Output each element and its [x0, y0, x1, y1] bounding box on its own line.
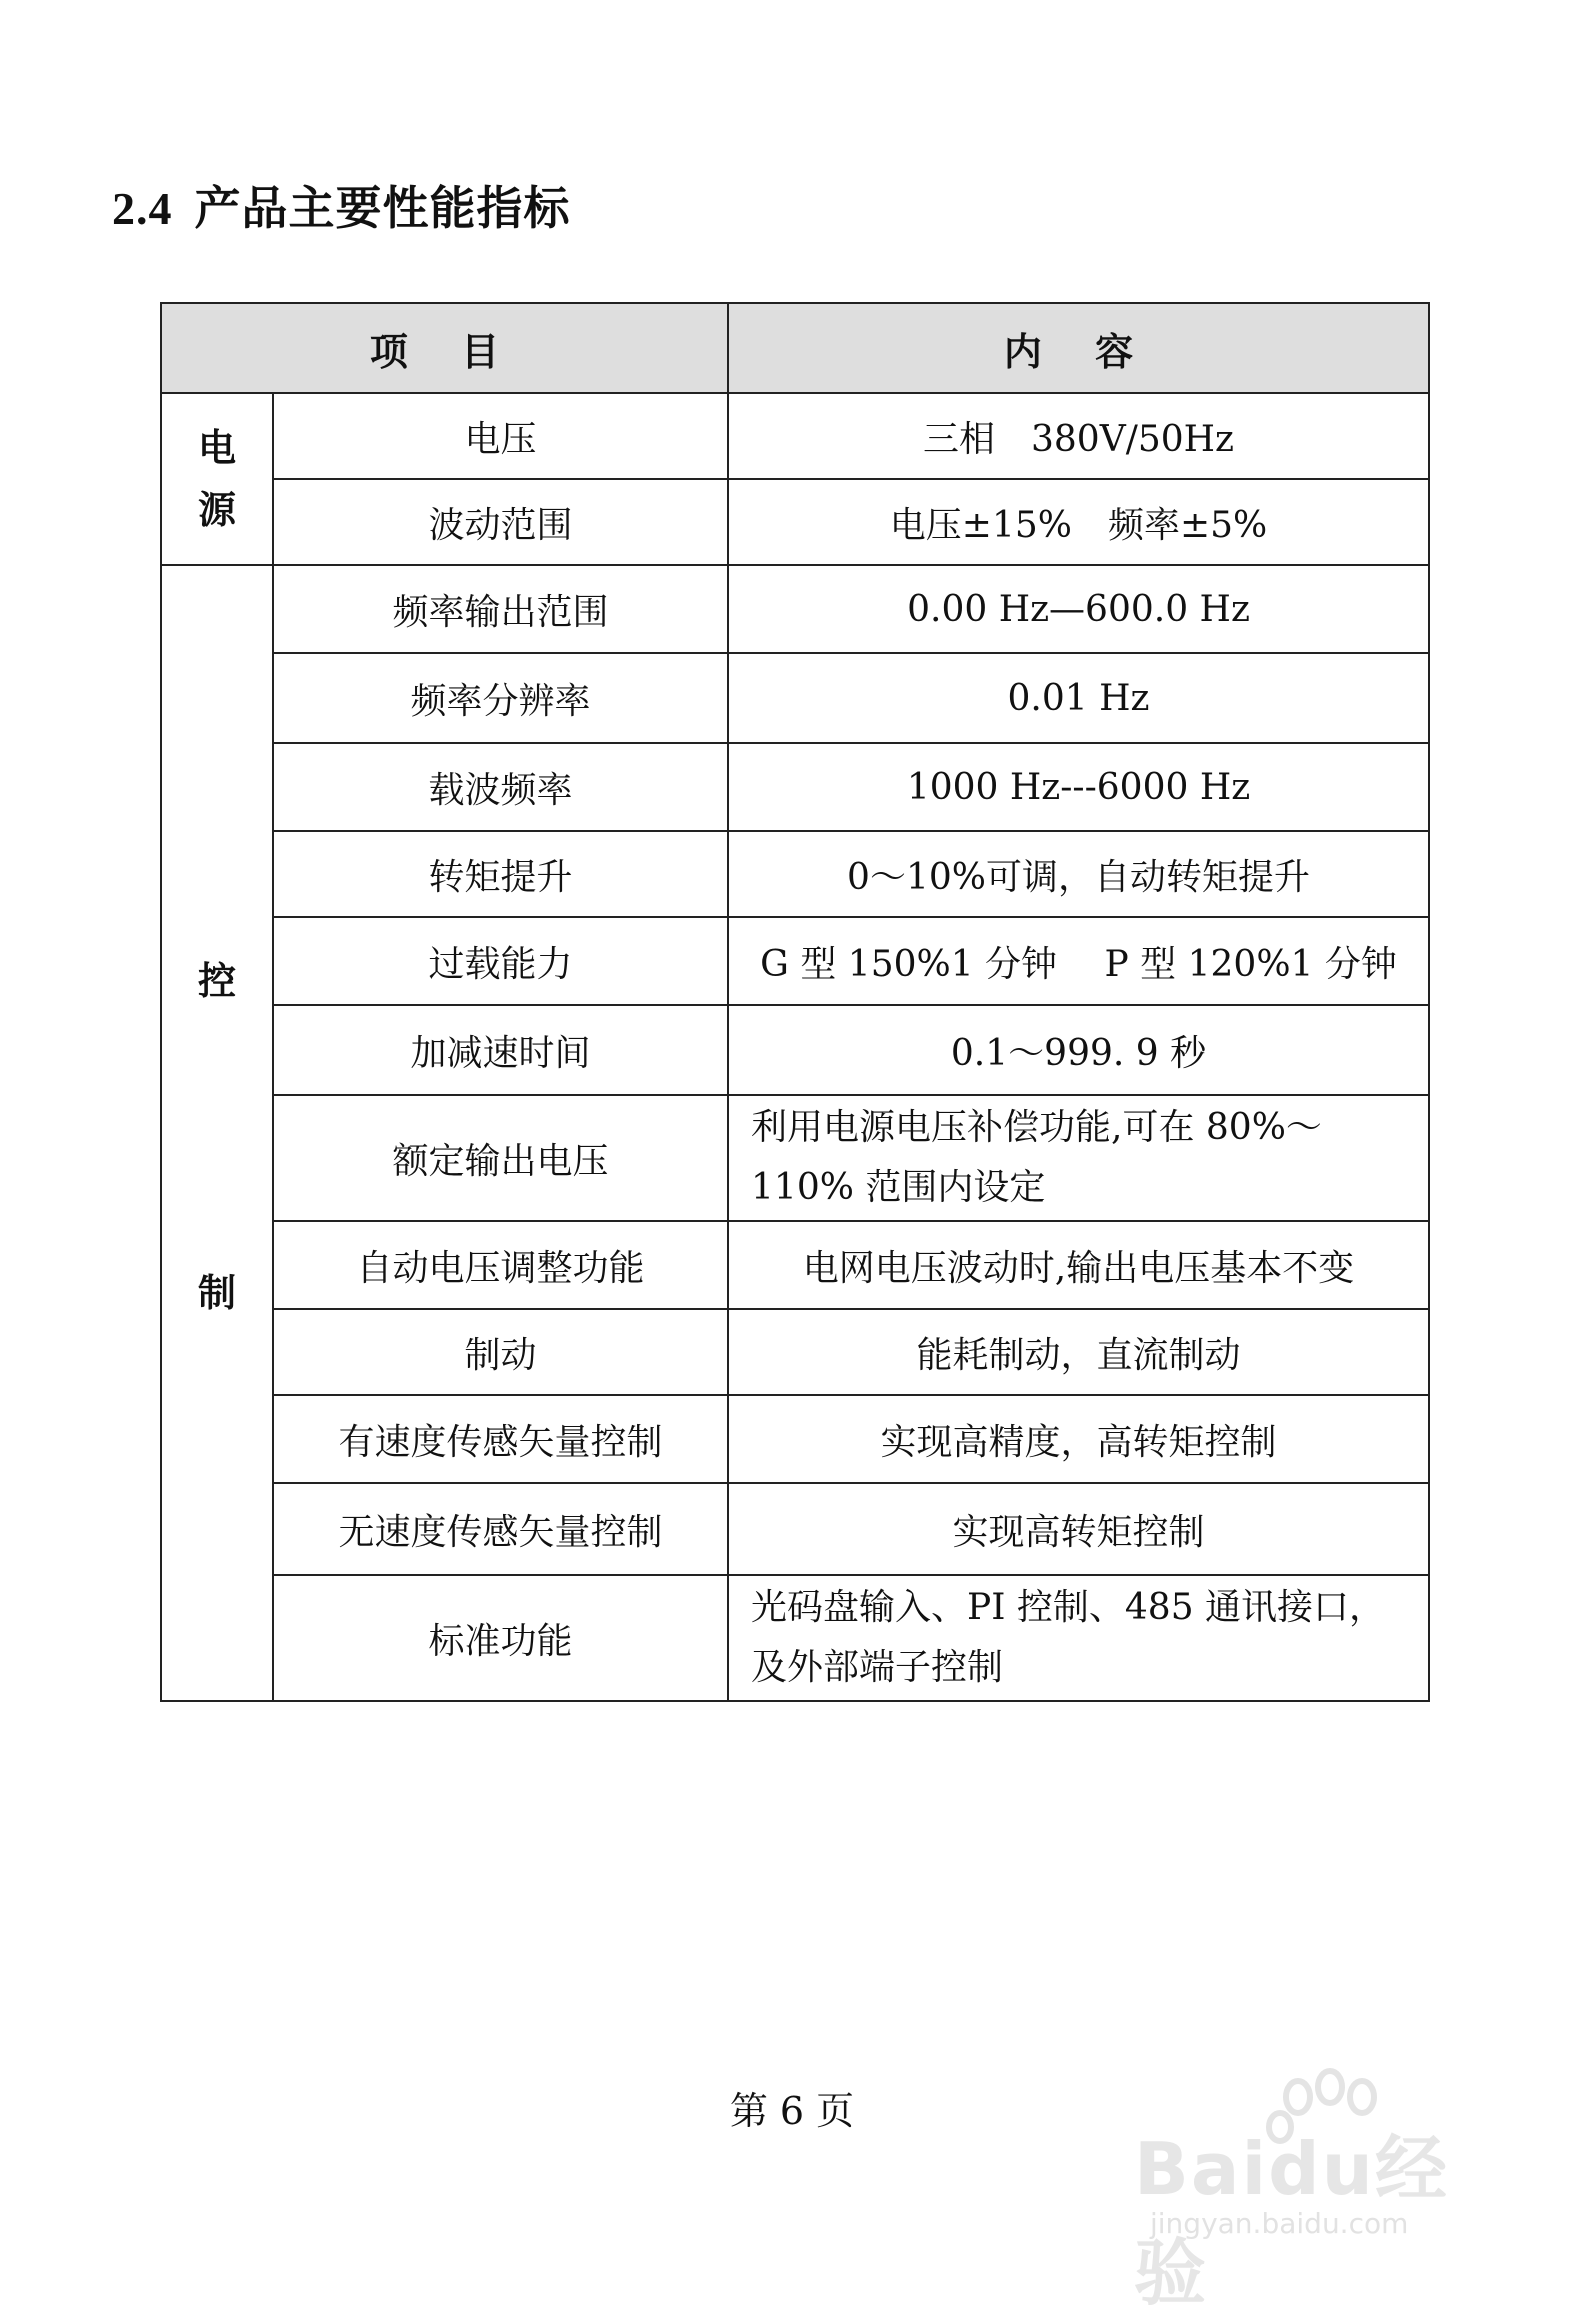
row-item: 载波频率	[273, 743, 728, 831]
row-value: 能耗制动，直流制动	[728, 1309, 1429, 1395]
table-row	[161, 1221, 1429, 1309]
section-title: 产品主要性能指标	[194, 181, 571, 235]
section-number: 2.4	[112, 183, 173, 234]
row-item: 自动电压调整功能	[273, 1221, 728, 1309]
row-value: 电网电压波动时,输出电压基本不变	[728, 1221, 1429, 1309]
row-value: 利用电源电压补偿功能,可在 80%～110% 范围内设定	[728, 1095, 1429, 1221]
row-item: 过载能力	[273, 917, 728, 1005]
watermark-logo: Baidu经验	[1134, 2127, 1449, 2315]
group-control-char: 控	[197, 958, 236, 1003]
row-value: 0.01 Hz	[728, 653, 1429, 743]
group-power-char: 源	[197, 487, 236, 532]
baidu-watermark	[1120, 2055, 1520, 2315]
row-value: 0～10%可调，自动转矩提升	[728, 831, 1429, 917]
row-value: 光码盘输入、PI 控制、485 通讯接口，及外部端子控制	[728, 1575, 1429, 1701]
row-item: 频率分辨率	[273, 653, 728, 743]
group-control-wrap	[162, 570, 272, 1696]
header-item: 项 目	[161, 303, 728, 393]
row-item: 波动范围	[273, 479, 728, 565]
row-item: 有速度传感矢量控制	[273, 1395, 728, 1483]
row-value: G 型 150%1 分钟 P 型 120%1 分钟	[728, 917, 1429, 1005]
row-item: 制动	[273, 1309, 728, 1395]
table-row	[161, 479, 1429, 565]
table-row	[161, 1483, 1429, 1575]
row-value: 实现高转矩控制	[728, 1483, 1429, 1575]
table-row	[161, 917, 1429, 1005]
row-value: 0.1～999. 9 秒	[728, 1005, 1429, 1095]
table-row	[161, 1575, 1429, 1701]
row-item: 频率输出范围	[273, 565, 728, 653]
group-power-char: 电	[197, 425, 236, 470]
row-value: 电压±15% 频率±5%	[728, 479, 1429, 565]
row-item: 额定输出电压	[273, 1095, 728, 1221]
table-row	[161, 565, 1429, 653]
spec-table	[160, 302, 1430, 1702]
table-row	[161, 1309, 1429, 1395]
row-value: 实现高精度，高转矩控制	[728, 1395, 1429, 1483]
group-control	[161, 565, 273, 1701]
table-row	[161, 653, 1429, 743]
table-row	[161, 743, 1429, 831]
page-number: 第 6 页	[729, 2089, 855, 2133]
header-content: 内 容	[728, 303, 1429, 393]
row-item: 加减速时间	[273, 1005, 728, 1095]
row-item: 标准功能	[273, 1575, 728, 1701]
row-value: 1000 Hz---6000 Hz	[728, 743, 1429, 831]
table-row	[161, 393, 1429, 479]
group-control-char: 制	[197, 1270, 236, 1315]
row-value: 三相 380V/50Hz	[728, 393, 1429, 479]
row-item: 转矩提升	[273, 831, 728, 917]
row-value: 0.00 Hz—600.0 Hz	[728, 565, 1429, 653]
table-row	[161, 1095, 1429, 1221]
table-row	[161, 1005, 1429, 1095]
section-heading	[112, 172, 571, 238]
table-row	[161, 831, 1429, 917]
table-row	[161, 1395, 1429, 1483]
row-item: 无速度传感矢量控制	[273, 1483, 728, 1575]
watermark-url: jingyan.baidu.com	[1150, 2207, 1409, 2240]
row-item: 电压	[273, 393, 728, 479]
group-power	[161, 393, 273, 565]
table-header-row	[161, 303, 1429, 393]
